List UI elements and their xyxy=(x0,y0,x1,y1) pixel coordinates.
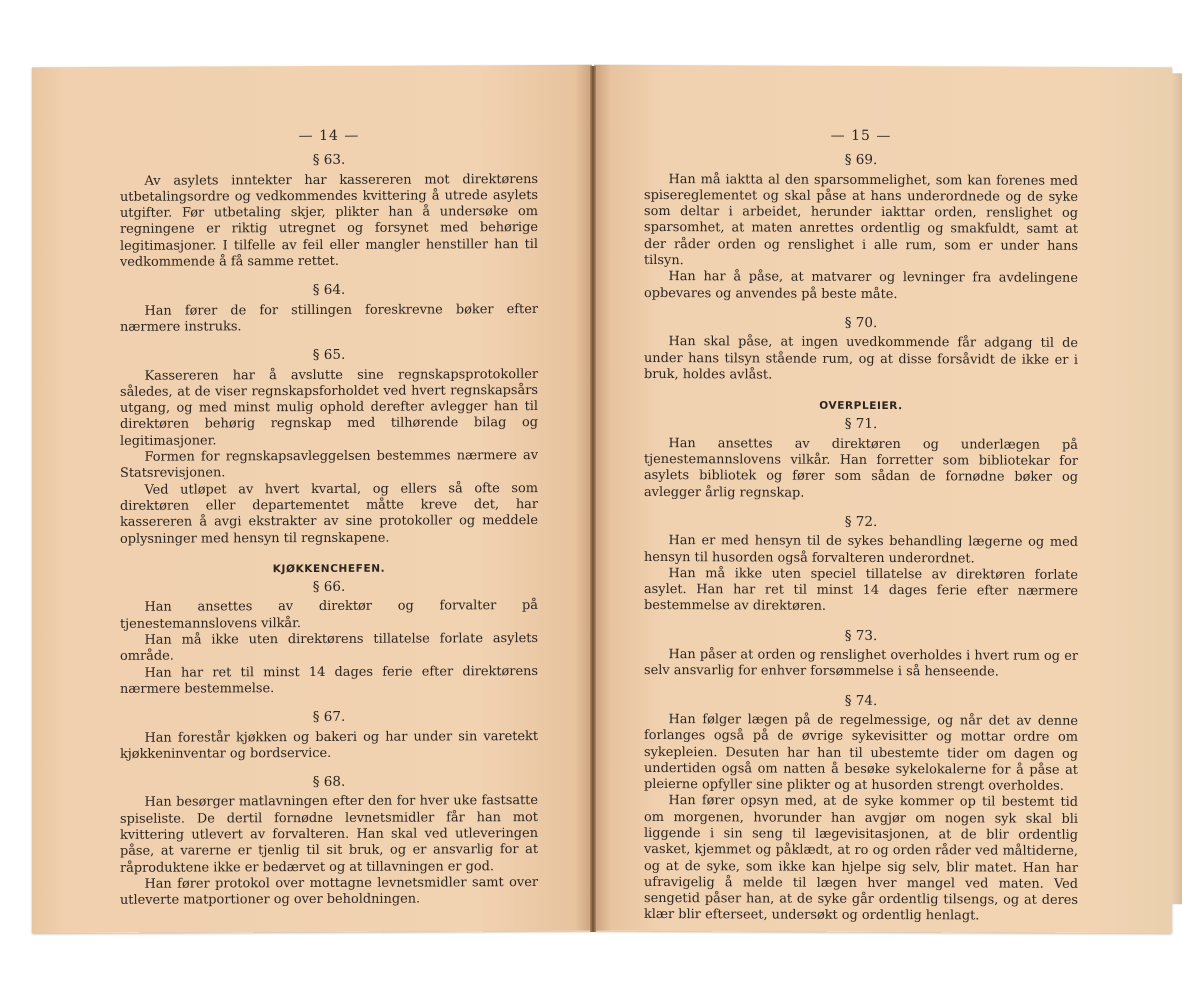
section-number: § 68. xyxy=(312,773,346,791)
paragraph: Han fører de for stillingen foreskrevne bøker efter nærmere instruks. xyxy=(120,301,538,335)
paragraph: Han fører opsyn med, at de syke kommer op til bestemt tid om morgenen, hvorunder han avgjør om nogen syk skal bli liggende i sin seng til lægevisitasjonen, at de blir ordentlig vasket, kjemmet og påklædt, at ro og orden råder ved måltiderne, og at de syke, som ikke kan hjelpe sig selv, blir matet. Han har ufravigelig å melde til lægen hver mangel ved maten. Ved sengetid påser han, at de syke går ordentlig tilsengs, og at deres klær blir efterseet, undersøkt og ordentlig henlagt. xyxy=(644,793,1078,924)
paragraph: Han har ret til minst 14 dages ferie efter direktørens nærmere bestemmelse. xyxy=(120,663,538,697)
section-number: § 69. xyxy=(844,152,878,169)
section-number: § 71. xyxy=(844,416,878,433)
book-gutter xyxy=(590,66,596,932)
paragraph: Han har å påse, at matvarer og levninger fra avdelingene opbevares og anvendes på beste måte. xyxy=(644,269,1078,302)
paragraph: Han forestår kjøkken og bakeri og har under sin varetekt kjøkkeninventar og bordservice. xyxy=(120,728,538,762)
paragraph: Han påser at orden og renslighet overholdes i hvert rum og er selv ansvarlig for enhver forsømmelse i så henseende. xyxy=(644,647,1078,680)
paragraph: Han må ikke uten direktørens tillatelse forlate asylets område. xyxy=(120,631,538,665)
chapter-heading: OVERPLEIER. xyxy=(819,399,903,413)
left-page xyxy=(32,65,592,933)
section-number: § 70. xyxy=(844,314,878,331)
right-page-text xyxy=(644,127,1078,926)
paragraph: Formen for regnskapsavleggelsen bestemmes nærmere av Statsrevisjonen. xyxy=(120,448,538,482)
paragraph: Han må iaktta al den sparsommelighet, som kan forenes med spisereglementet og skal påse at hans underordnede og de syke som deltar i arbeidet, herunder iakttar orden, renslighet og sparsomhet, at maten anrettes ordentlig og smakfuldt, samt at der råder orden og renslighet i alle rum, som er under hans tilsyn. xyxy=(644,171,1078,269)
page-number: — 14 — xyxy=(298,127,360,145)
paragraph: Han er med hensyn til de sykes behandling lægerne og med hensyn til husorden også forvalteren underordnet. xyxy=(644,533,1078,566)
section-number: § 63. xyxy=(312,152,346,169)
paragraph: Han skal påse, at ingen uvedkommende får adgang til de under hans tilsyn stående rum, og at disse forsåvidt de ikke er i bruk, holdes avlåst. xyxy=(644,334,1078,383)
paragraph: Han følger lægen på de regelmessige, og når det av denne forlanges også på de øvrige sykevisitter og mottar ordre om sykepleien. Desuten har han til ubestemte tider om dagen og undertiden også om natten å besøke sykelokalerne for å påse at pleierne opfyller sine plikter og at husorden strengt overholdes. xyxy=(644,711,1078,794)
chapter-heading: KJØKKENCHEFEN. xyxy=(272,562,386,575)
section-number: § 64. xyxy=(312,282,346,299)
section-number: § 72. xyxy=(844,513,878,530)
paragraph: Kassereren har å avslutte sine regnskapsprotokoller således, at de viser regnskapsforholdet ved hvert regnskapsårs utgang, og med minst mulig ophold derefter avlegger han til direktøren behørig regnskap med tilhørende bilag og legitimasjoner. xyxy=(120,366,538,449)
paragraph: Han besørger matlavningen efter den for hver uke fastsatte spiseliste. De dertil fornødne levnetsmidler får han mot kvittering utlevert av forvalteren. Han skal ved utleveringen påse, at varerne er tjenlig til sit bruk, og er ansvarlig for at råproduktene ikke er bedærvet og at tillavningen er god. xyxy=(120,793,538,876)
paragraph: Han må ikke uten speciel tillatelse av direktøren forlate asylet. Han har ret til minst 14 dages ferie efter nærmere bestemmelse av direktøren. xyxy=(644,565,1078,615)
section-number: § 73. xyxy=(844,627,878,644)
section-number: § 67. xyxy=(312,709,346,726)
paragraph: Ved utløpet av hvert kvartal, og ellers så ofte som direktøren eller departementet måtte kreve det, har kassereren å avgi ekstrakter av sine protokoller og meddele oplysninger med hensyn til regnskapene. xyxy=(120,480,538,547)
paragraph: Han ansettes av direktør og forvalter på tjenestemannslovens vilkår. xyxy=(120,598,538,632)
left-page-text xyxy=(120,127,538,909)
section-number: § 65. xyxy=(312,347,346,364)
page-edge xyxy=(1172,73,1182,904)
open-booklet xyxy=(32,66,1172,932)
paragraph: Av asylets inntekter har kassereren mot direktørens utbetalingsordre og vedkommendes kvittering å utrede asylets utgifter. Før utbetaling skjer, plikter han å undersøke om regningene er riktig utregnet og forsynet med behørige legitimasjoner. I tilfelle av feil eller mangler henstiller han til vedkommende å få samme rettet. xyxy=(120,171,538,270)
page-number: — 15 — xyxy=(830,127,892,145)
right-page xyxy=(594,65,1172,934)
section-number: § 74. xyxy=(844,692,878,709)
paragraph: Han fører protokol over mottagne levnetsmidler samt over utleverte matportioner og over beholdningen. xyxy=(120,874,538,909)
section-number: § 66. xyxy=(312,578,346,596)
paragraph: Han ansettes av direktøren og underlægen på tjenestemannslovens vilkår. Han forretter som bibliotekar for asylets bibliotek og fører som sådan de fornødne bøker og avlegger årlig regnskap. xyxy=(644,435,1078,501)
